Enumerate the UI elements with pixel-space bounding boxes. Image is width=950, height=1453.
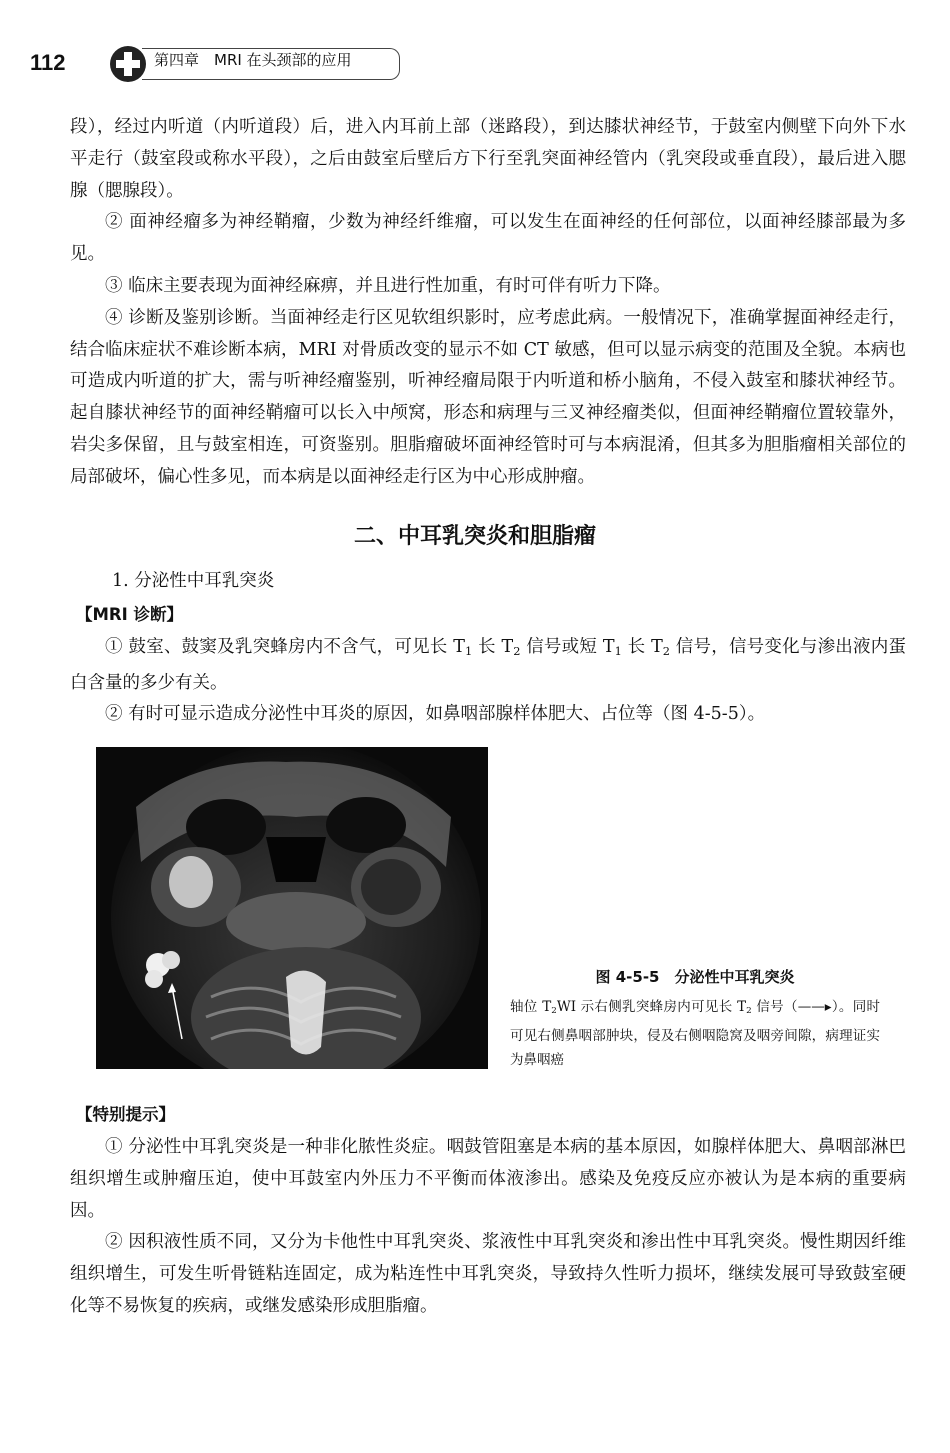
special-tips-text xyxy=(70,1132,906,1323)
paragraph: ④ 诊断及鉴别诊断。当面神经走行区见软组织影时，应考虑此病。一般情况下，准确掌握面神经走行，结合临床症状不难诊断本病，MRI 对骨质改变的显示不如 CT 敏感，但可以显示病变的范围及全貌。本病也可造成内听道的扩大，需与听神经瘤鉴别，听神经瘤局限于内听道和桥小脑角，不侵入鼓室和膝状神经节。起自膝状神经节的面神经鞘瘤可以长入中颅窝，形态和病理与三叉神经瘤类似，但面神经鞘瘤位置较靠外，岩尖多保留，且与鼓室相连，可资鉴别。胆脂瘤破坏面神经管时可与本病混淆，但其多为胆脂瘤相关部位的局部破坏，偏心性多见，而本病是以面神经走行区为中心形成肿瘤。 xyxy=(70,307,906,487)
paragraph: ② 面神经瘤多为神经鞘瘤，少数为神经纤维瘤，可以发生在面神经的任何部位，以面神经膝部最为多见。 xyxy=(70,212,906,265)
page-number: 112 xyxy=(30,50,66,75)
subscript: 2 xyxy=(513,643,521,658)
mri-scan-drawing xyxy=(96,747,488,1069)
text-run: 长 T xyxy=(472,637,514,657)
text-run: 信号（——▸）。同时可见右侧鼻咽部肿块，侵及右侧咽隐窝及咽旁间隙，病理证实为鼻咽癌 xyxy=(510,999,881,1069)
subscript: 2 xyxy=(551,1006,557,1017)
paragraph: ① 分泌性中耳乳突炎是一种非化脓性炎症。咽鼓管阻塞是本病的基本原因，如腺样体肥大、鼻咽部淋巴组织增生或肿瘤压迫，使中耳鼓室内外压力不平衡而体液渗出。感染及免疫反应亦被认为是本病的重要病因。 xyxy=(70,1137,906,1221)
text-run: ① 鼓室、鼓窦及乳突蜂房内不含气，可见长 T xyxy=(105,637,465,657)
subsection-title: 1. 分泌性中耳乳突炎 xyxy=(112,571,275,591)
paragraph: ③ 临床主要表现为面神经麻痹，并且进行性加重，有时可伴有听力下降。 xyxy=(105,275,671,296)
subscript: 2 xyxy=(746,1006,752,1017)
figure-caption xyxy=(510,966,880,1073)
text-run: 信号，信号变化与渗出液内蛋白含量的多少有关。 xyxy=(70,637,906,693)
subscript: 1 xyxy=(614,643,622,658)
section-title: 二、中耳乳突炎和胆脂瘤 xyxy=(353,524,596,549)
text-run: 长 T xyxy=(621,637,663,657)
paragraph: ② 有时可显示造成分泌性中耳炎的原因，如鼻咽部腺样体肥大、占位等（图 4-5-5）。 xyxy=(105,704,766,725)
medical-cross-icon xyxy=(110,46,146,82)
text-run: WI 示右侧乳突蜂房内可见长 T xyxy=(556,999,747,1015)
subscript: 2 xyxy=(662,643,670,658)
intro-text xyxy=(70,112,906,494)
text-run: 轴位 T xyxy=(510,999,552,1015)
subscript: 1 xyxy=(464,643,473,658)
chapter-title: 第四章 MRI 在头颈部的应用 xyxy=(142,48,400,80)
text-run: 信号或短 T xyxy=(520,637,615,657)
paragraph: ② 因积液性质不同，又分为卡他性中耳乳突炎、浆液性中耳乳突炎和渗出性中耳乳突炎。慢性期因纤维组织增生，可发生听骨链粘连固定，成为粘连性中耳乳突炎，导致持久性听力损坏，继续发展可导致鼓室硬化等不易恢复的疾病，或继发感染形成胆脂瘤。 xyxy=(70,1232,906,1316)
page-header xyxy=(30,44,375,84)
paragraph: 段），经过内听道（内听道段）后，进入内耳前上部（迷路段），到达膝状神经节，于鼓室内侧壁下向外下水平走行（鼓室段或称水平段），之后由鼓室后壁后方下行至乳突面神经管内（乳突段或垂直段），最后进入腮腺（腮腺段）。 xyxy=(70,117,906,201)
figure-description xyxy=(510,995,880,1073)
mri-diagnosis-heading: 【MRI 诊断】 xyxy=(76,605,184,624)
mri-diagnosis-text xyxy=(70,632,906,731)
special-tips-heading: 【特别提示】 xyxy=(76,1105,175,1124)
figure-title: 图 4-5-5 分泌性中耳乳突炎 xyxy=(595,968,795,986)
paragraph xyxy=(70,632,906,699)
mri-image xyxy=(96,747,488,1069)
